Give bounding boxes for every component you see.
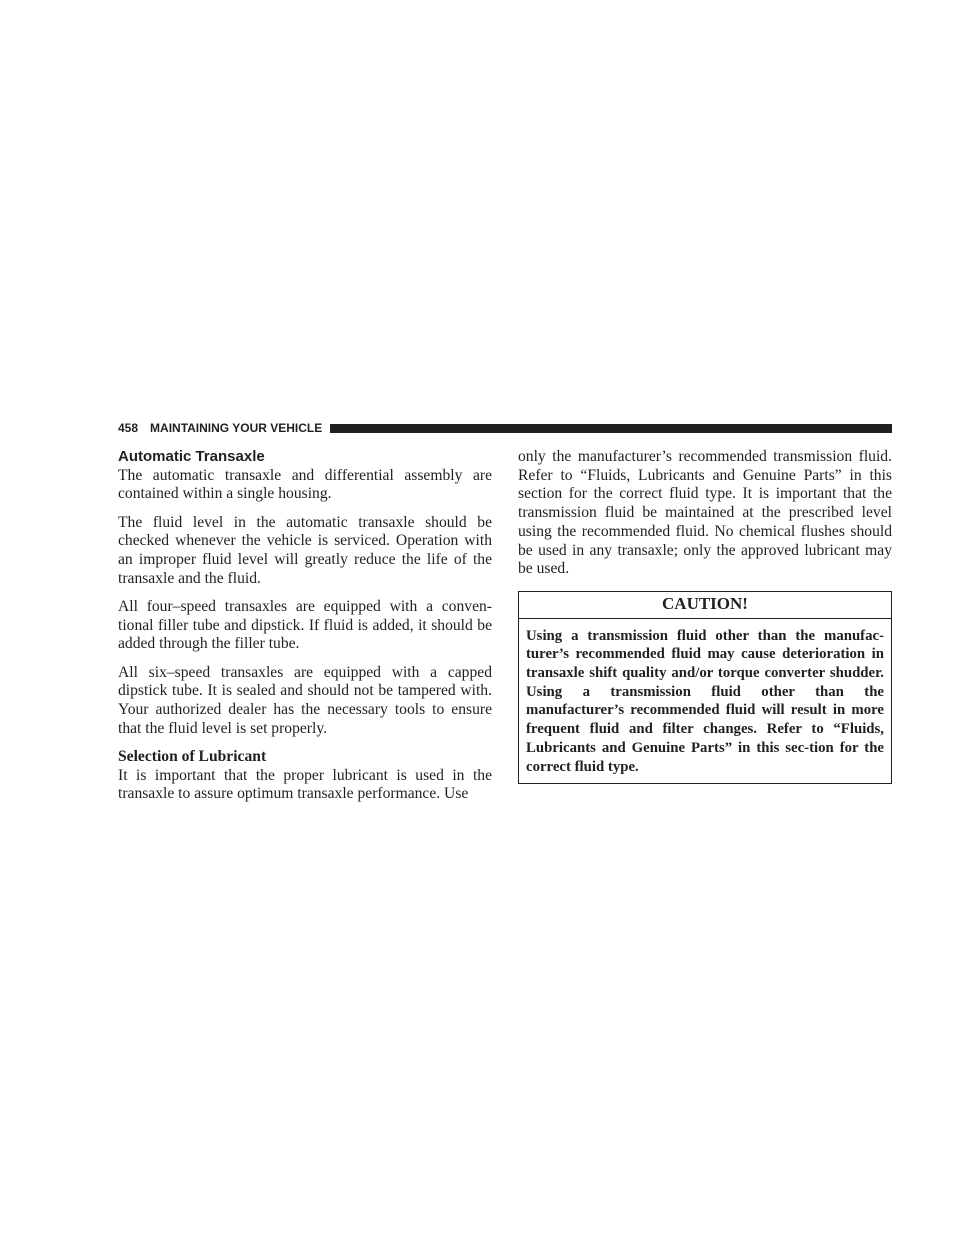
header-rule xyxy=(330,424,892,433)
paragraph-lubricant: It is important that the proper lubricant is used in the transaxle to assure optimum transaxle performance. Use xyxy=(118,766,492,803)
paragraph-recommended-fluid: only the manufacturer’s recommended transmission fluid. Refer to “Fluids, Lubricants and Genuine Parts” in this section for the correct fluid type. It is important that the transmission fluid be maintained at the prescribed level using the recommended fluid. No chemical flushes should be used in any transaxle; only the approved lubricant may be used. xyxy=(518,448,892,578)
left-column xyxy=(118,448,492,804)
section-title: MAINTAINING YOUR VEHICLE xyxy=(150,421,323,435)
paragraph-four-speed: All four–speed transaxles are equipped with a conven-tional filler tube and dipstick. If fluid is added, it should be added through the filler tube. xyxy=(118,597,492,653)
page-number: 458 xyxy=(118,421,139,435)
caution-box xyxy=(518,591,892,784)
page-header xyxy=(118,420,892,436)
caution-text: Using a transmission fluid other than the manufac-turer’s recommended fluid may cause deterioration in transaxle shift quality and/or torque converter shudder. Using a transmission fluid other than the manufacturer’s recommended fluid will result in more frequent fluid and filter changes. Refer to “Fluids, Lubricants and Genuine Parts” in this sec-tion for the correct fluid type. xyxy=(526,627,884,775)
caution-title: CAUTION! xyxy=(519,592,891,619)
heading-automatic-transaxle: Automatic Transaxle xyxy=(118,448,265,465)
right-column xyxy=(518,448,892,784)
heading-selection-of-lubricant: Selection of Lubricant xyxy=(118,747,267,765)
paragraph-fluid-level: The fluid level in the automatic transaxle should be checked whenever the vehicle is serviced. Operation with an improper fluid level will greatly reduce the life of the transaxle and the fluid. xyxy=(118,513,492,587)
paragraph-housing: The automatic transaxle and differential assembly are contained within a single housing. xyxy=(118,466,492,503)
paragraph-six-speed: All six–speed transaxles are equipped with a capped dipstick tube. It is sealed and should not be tampered with. Your authorized dealer has the necessary tools to ensure that the fluid level is set properly. xyxy=(118,663,492,737)
